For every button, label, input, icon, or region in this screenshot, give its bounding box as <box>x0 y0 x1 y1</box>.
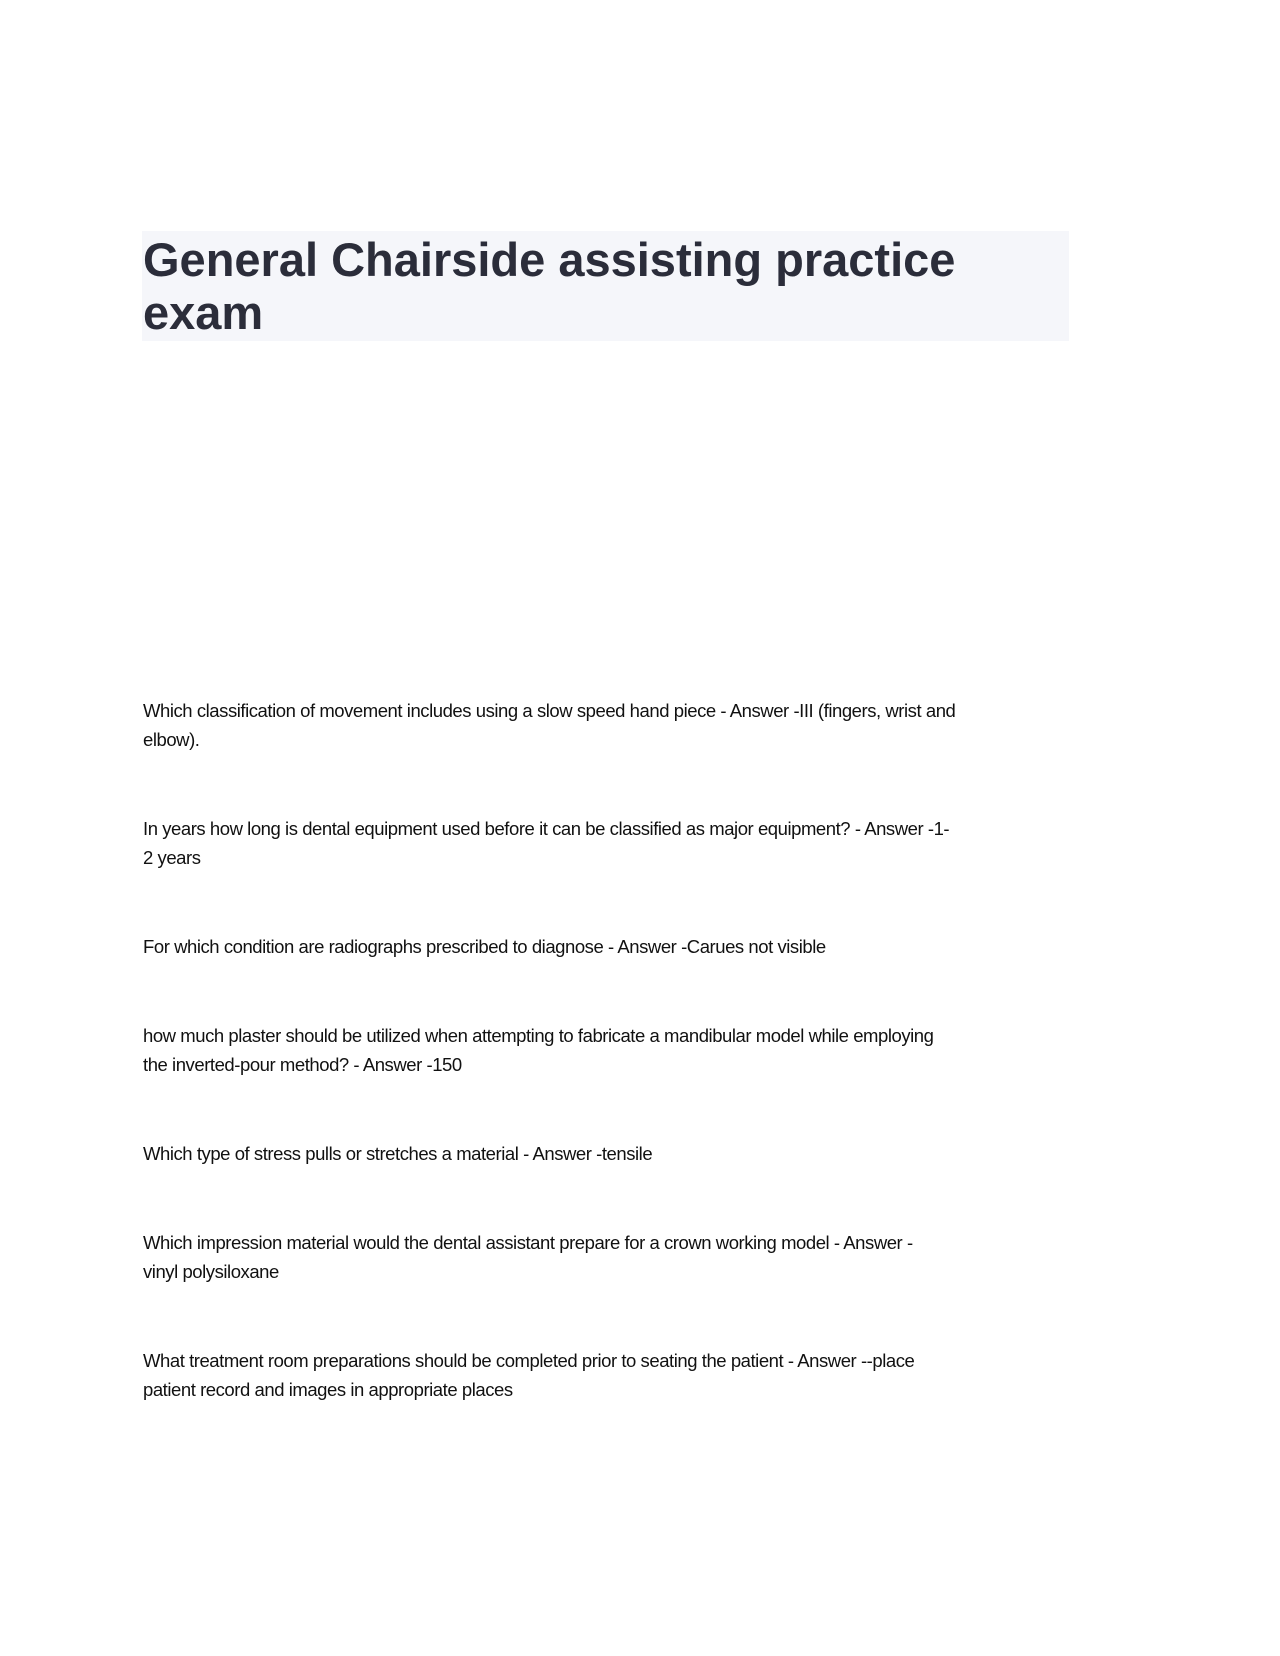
text-line: how much plaster should be utilized when attempting to fabricate a mandibular model while employing <box>143 1025 934 1046</box>
text-line: patient record and images in appropriate places <box>143 1379 513 1400</box>
question-answer-list <box>143 696 1083 1464</box>
text-line: Which classification of movement includes using a slow speed hand piece - Answer -III (fingers, wrist and <box>143 700 956 721</box>
document-title <box>142 231 1069 339</box>
question-answer-item <box>143 1346 1083 1404</box>
question-answer-item <box>143 1139 1083 1168</box>
question-answer-item <box>143 1228 1083 1286</box>
question-answer-item <box>143 814 1083 872</box>
text-line: Which impression material would the dental assistant prepare for a crown working model - Answer - <box>143 1232 913 1253</box>
text-line: vinyl polysiloxane <box>143 1261 279 1282</box>
title-line-2: exam <box>143 286 264 339</box>
text-line: Which type of stress pulls or stretches a material - Answer -tensile <box>143 1143 653 1164</box>
question-answer-item <box>143 1021 1083 1079</box>
title-block <box>142 231 1069 341</box>
text-line: In years how long is dental equipment used before it can be classified as major equipment? - Answer -1- <box>143 818 950 839</box>
title-line-1: General Chairside assisting practice <box>143 233 956 286</box>
text-line: elbow). <box>143 729 200 750</box>
text-line: What treatment room preparations should be completed prior to seating the patient - Answer --place <box>143 1350 915 1371</box>
text-line: For which condition are radiographs prescribed to diagnose - Answer -Carues not visible <box>143 936 826 957</box>
question-answer-item <box>143 696 1083 754</box>
text-line: 2 years <box>143 847 201 868</box>
text-line: the inverted-pour method? - Answer -150 <box>143 1054 462 1075</box>
question-answer-item <box>143 932 1083 961</box>
